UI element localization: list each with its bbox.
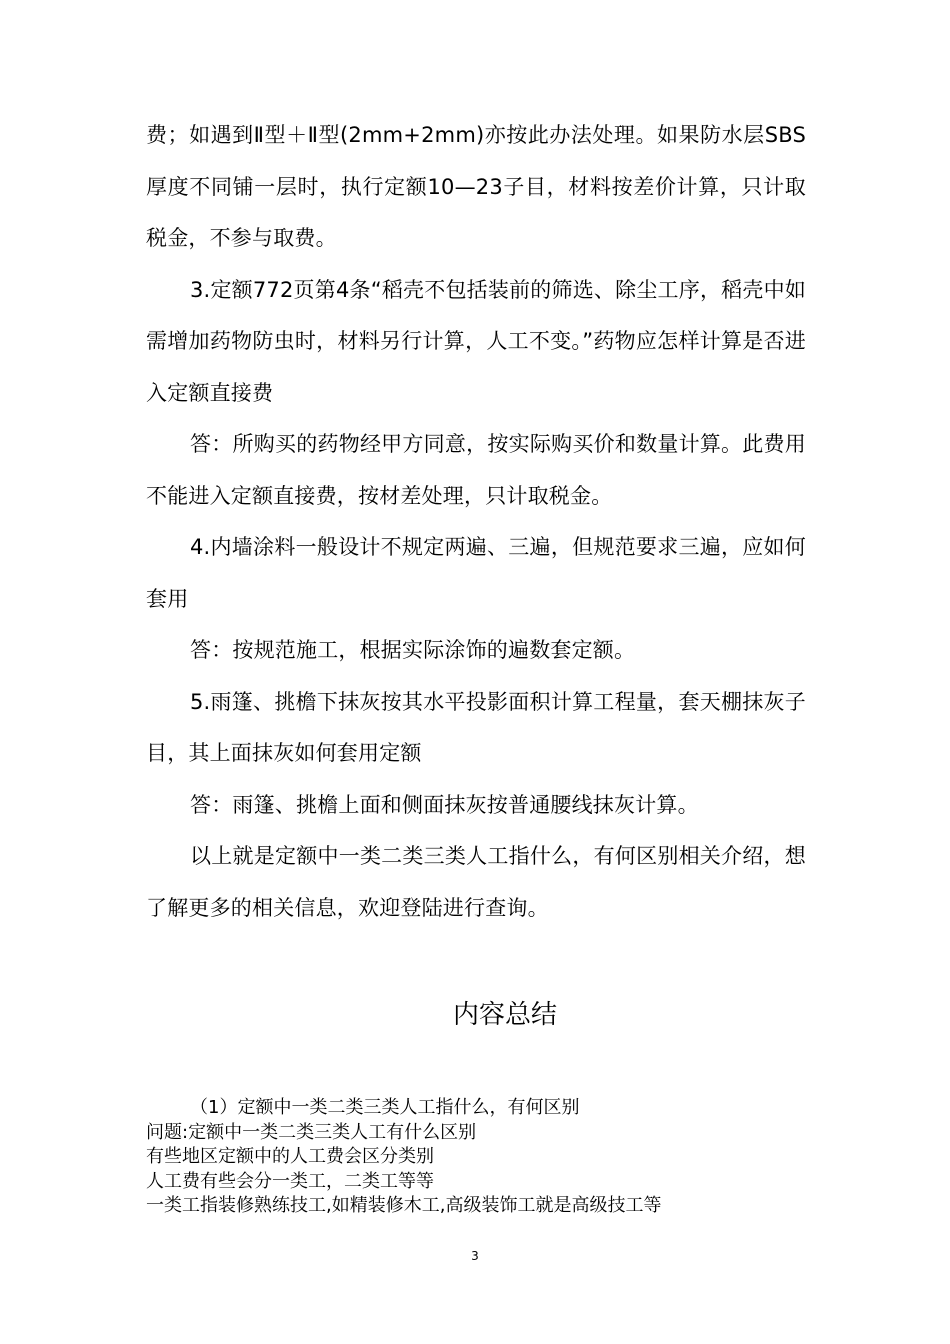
- section-heading: 内容总结: [452, 1000, 557, 1030]
- summary-line: 有些地区定额中的人工费会区分类别: [146, 1146, 434, 1167]
- paragraph: 答：所购买的药物经甲方同意，按实际购买价和数量计算。此费用不能进入定额直接费，按材差处理，只计取税金。: [146, 432, 806, 508]
- paragraph: 以上就是定额中一类二类三类人工指什么，有何区别相关介绍，想了解更多的相关信息，欢迎登陆进行查询。: [146, 844, 806, 920]
- summary-block: [146, 1096, 846, 1219]
- paragraph: 费；如遇到Ⅱ型＋Ⅱ型(2mm+2mm)亦按此办法处理。如果防水层SBS厚度不同铺一层时，执行定额10—23子目，材料按差价计算，只计取税金，不参与取费。: [146, 123, 806, 250]
- paragraph: 答：雨篷、挑檐上面和侧面抹灰按普通腰线抹灰计算。: [190, 792, 699, 817]
- paragraph: 答：按规范施工，根据实际涂饰的遍数套定额。: [190, 638, 636, 662]
- paragraph: 3.定额772页第4条“稻壳不包括装前的筛选、除尘工序，稻壳中如需增加药物防虫时，材料另行计算，人工不变。”药物应怎样计算是否进入定额直接费: [146, 277, 806, 405]
- body-text: [146, 110, 806, 934]
- summary-line: 一类工指装修熟练技工,如精装修木工,高级装饰工就是高级技工等: [146, 1195, 662, 1216]
- page-number: 3: [471, 1249, 479, 1263]
- summary-line: 问题:定额中一类二类三类人工有什么区别: [146, 1121, 477, 1143]
- paragraph: 5.雨篷、挑檐下抹灰按其水平投影面积计算工程量，套天棚抹灰子目，其上面抹灰如何套用定额: [146, 689, 806, 765]
- paragraph: 4.内墙涂料一般设计不规定两遍、三遍，但规范要求三遍，应如何套用: [146, 535, 806, 611]
- summary-line: 人工费有些会分一类工，二类工等等: [146, 1170, 434, 1192]
- summary-line: （1）定额中一类二类三类人工指什么，有何区别: [190, 1097, 580, 1118]
